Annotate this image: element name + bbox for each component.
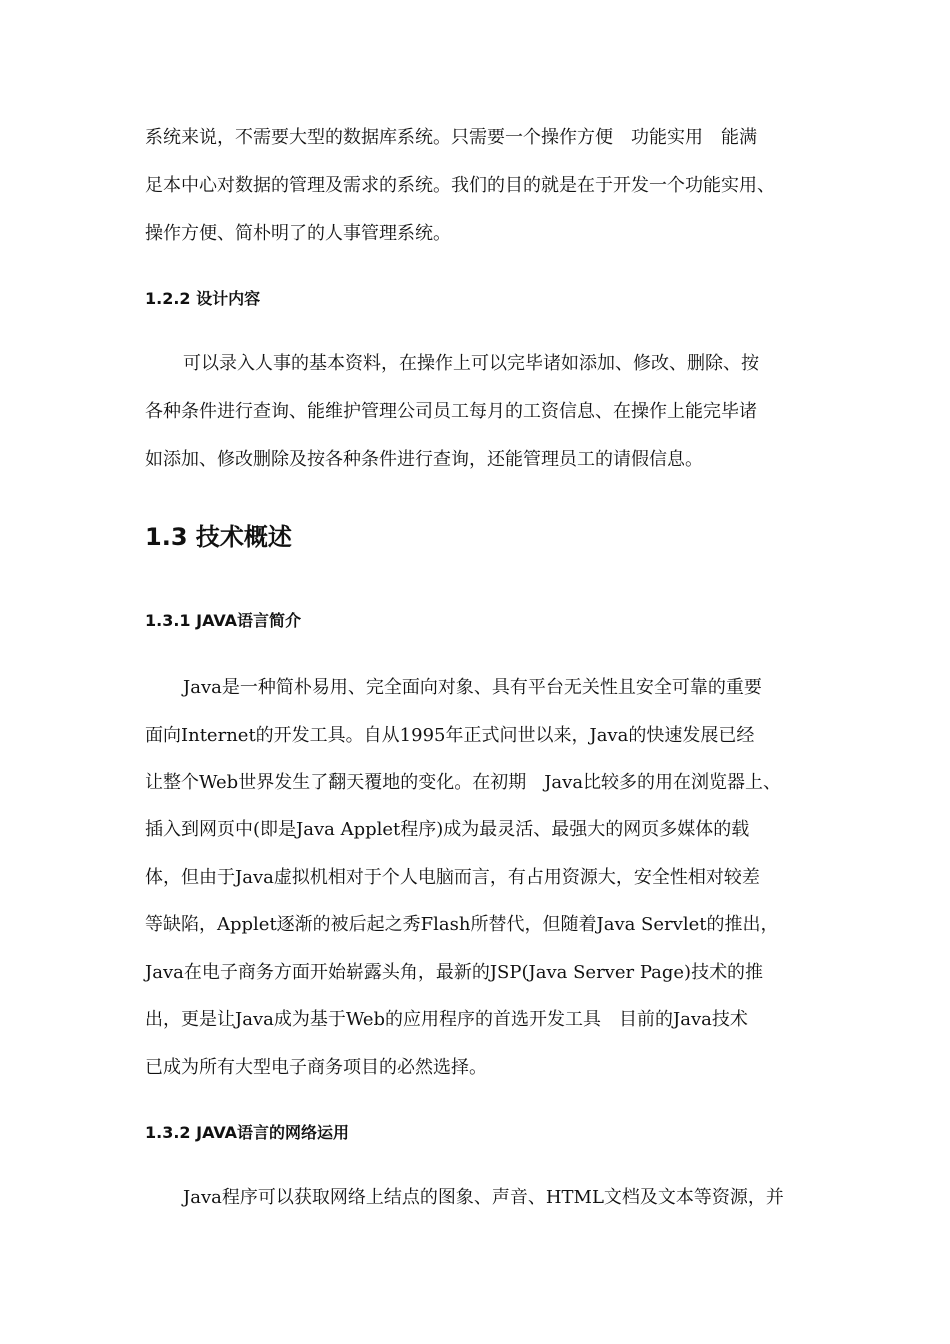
java-intro-line-7: Java在电子商务方面开始崭露头角，最新的JSP(Java Server Page)技术的推 xyxy=(145,962,764,983)
java-intro-line-6: 等缺陷，Applet逐渐的被后起之秀Flash所替代，但随着Java Servlet的推出， xyxy=(145,914,779,935)
java-intro-line-1: Java是一种简朴易用、完全面向对象、具有平台无关性且安全可靠的重要 xyxy=(183,677,762,698)
intro-line-3: 操作方便、简朴明了的人事管理系统。 xyxy=(145,223,451,244)
design-line-2: 各种条件进行查询、能维护管理公司员工每月的工资信息、在操作上能完毕诸 xyxy=(145,401,757,422)
heading-1-2-2: 1.2.2 设计内容 xyxy=(145,289,261,308)
design-line-3: 如添加、修改删除及按各种条件进行查询，还能管理员工的请假信息。 xyxy=(145,449,703,470)
java-intro-line-5: 体，但由于Java虚拟机相对于个人电脑而言，有占用资源大，安全性相对较差 xyxy=(145,867,760,888)
java-intro-line-2: 面向Internet的开发工具。自从1995年正式问世以来，Java的快速发展已经 xyxy=(145,725,755,746)
intro-line-2: 足本中心对数据的管理及需求的系统。我们的目的就是在于开发一个功能实用、 xyxy=(145,175,775,196)
java-intro-line-3: 让整个Web世界发生了翻天覆地的变化。在初期 Java比较多的用在浏览器上、 xyxy=(145,772,782,793)
java-network-line-1: Java程序可以获取网络上结点的图象、声音、HTML文档及文本等资源，并 xyxy=(183,1187,784,1208)
java-intro-line-9: 已成为所有大型电子商务项目的必然选择。 xyxy=(145,1057,487,1078)
heading-1-3-2: 1.3.2 JAVA语言的网络运用 xyxy=(145,1123,350,1142)
java-intro-line-8: 出，更是让Java成为基于Web的应用程序的首选开发工具 目前的Java技术 xyxy=(145,1009,748,1030)
heading-1-3: 1.3 技术概述 xyxy=(145,523,292,551)
intro-line-1: 系统来说，不需要大型的数据库系统。只需要一个操作方便 功能实用 能满 xyxy=(145,127,757,148)
java-intro-line-4: 插入到网页中(即是Java Applet程序)成为最灵活、最强大的网页多媒体的载 xyxy=(145,819,750,840)
heading-1-3-1: 1.3.1 JAVA语言简介 xyxy=(145,611,302,630)
design-line-1: 可以录入人事的基本资料，在操作上可以完毕诸如添加、修改、删除、按 xyxy=(183,353,759,374)
